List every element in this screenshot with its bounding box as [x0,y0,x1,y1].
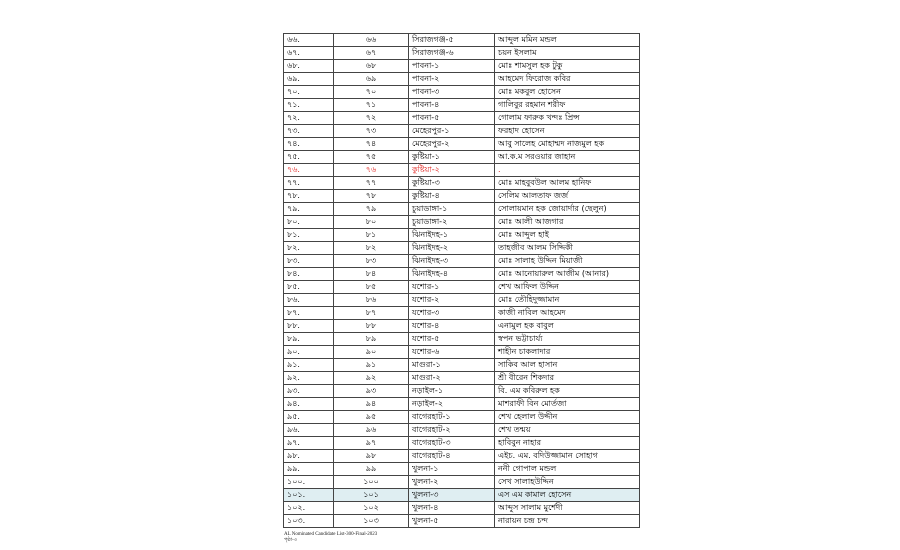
serial-cell: ৮২. [284,242,334,255]
constituency-cell: বাগেরহাট-১ [409,411,495,424]
seat-number-cell: ১০১ [334,489,409,502]
page-footer [284,532,377,544]
serial-cell: ৬৬. [284,34,334,47]
table-row [284,515,640,528]
seat-number-cell: ১০২ [334,502,409,515]
table-row [284,502,640,515]
candidate-name-cell: মাশরাফী বিন মোর্তজা [495,398,640,411]
candidate-name-cell: সোলায়মান হক জোয়ার্দার (ছেলুন) [495,203,640,216]
serial-cell: ৮৭. [284,307,334,320]
seat-number-cell: ১০৩ [334,515,409,528]
table-row [284,476,640,489]
table-row [284,463,640,476]
constituency-cell: ঝিনাইদহ-২ [409,242,495,255]
table-row [284,294,640,307]
seat-number-cell: ৯২ [334,372,409,385]
candidate-name-cell: সেখ সালাহউদ্দিন [495,476,640,489]
table-row [284,112,640,125]
constituency-cell: খুলনা-২ [409,476,495,489]
seat-number-cell: ৯১ [334,359,409,372]
constituency-cell: মেহেরপুর-২ [409,138,495,151]
seat-number-cell: ৭৩ [334,125,409,138]
seat-number-cell: ৮৮ [334,320,409,333]
candidate-name-cell: এস এম কামাল হোসেন [495,489,640,502]
candidate-name-cell: শ্রী বীরেন শিকদার [495,372,640,385]
table-row [284,125,640,138]
serial-cell: ৮৮. [284,320,334,333]
seat-number-cell: ৬৭ [334,47,409,60]
serial-cell: ৮০. [284,216,334,229]
candidate-name-cell: চয়ন ইসলাম [495,47,640,60]
candidate-name-cell: কাজী নাবিল আহমেদ [495,307,640,320]
constituency-cell: যশোর-২ [409,294,495,307]
constituency-cell: খুলনা-৩ [409,489,495,502]
table-body [284,34,640,528]
candidate-name-cell: হাবিবুন নাহার [495,437,640,450]
serial-cell: ৮৩. [284,255,334,268]
candidate-name-cell: স্বপন ভট্টাচার্য্য [495,333,640,346]
seat-number-cell: ৮৯ [334,333,409,346]
table-row [284,177,640,190]
serial-cell: ১০৩. [284,515,334,528]
constituency-cell: কুষ্টিয়া-২ [409,164,495,177]
seat-number-cell: ৯৪ [334,398,409,411]
candidate-name-cell: শাহীন চাকলাদার [495,346,640,359]
serial-cell: ৭২. [284,112,334,125]
seat-number-cell: ৮৭ [334,307,409,320]
seat-number-cell: ৭৫ [334,151,409,164]
table-row [284,268,640,281]
candidate-name-cell: এইচ. এম. বদিউজ্জামান সোহাগ [495,450,640,463]
serial-cell: ৮৪. [284,268,334,281]
constituency-cell: ঝিনাইদহ-৪ [409,268,495,281]
seat-number-cell: ৮২ [334,242,409,255]
serial-cell: ৯৬. [284,424,334,437]
serial-cell: ৭৪. [284,138,334,151]
candidate-name-cell: নারায়ন চন্দ্র চন্দ [495,515,640,528]
seat-number-cell: ৭৯ [334,203,409,216]
table-row [284,60,640,73]
serial-cell: ১০০. [284,476,334,489]
serial-cell: ৭০. [284,86,334,99]
candidate-name-cell: আহমেদ ফিরোজ কবির [495,73,640,86]
table-row [284,99,640,112]
constituency-cell: বাগেরহাট-৩ [409,437,495,450]
candidate-name-cell: শেখ হেলাল উদ্দীন [495,411,640,424]
table-row [284,47,640,60]
serial-cell: ৭৮. [284,190,334,203]
seat-number-cell: ১০০ [334,476,409,489]
seat-number-cell: ৮১ [334,229,409,242]
table-row [284,450,640,463]
candidate-name-cell: এনামুল হক বাবুল [495,320,640,333]
constituency-cell: মাগুরা-২ [409,372,495,385]
constituency-cell: মেহেরপুর-১ [409,125,495,138]
candidate-name-cell: মোঃ তৌহিদুজ্জামান [495,294,640,307]
constituency-cell: খুলনা-৪ [409,502,495,515]
table-row [284,307,640,320]
constituency-cell: সিরাজগঞ্জ-৫ [409,34,495,47]
constituency-cell: পাবনা-১ [409,60,495,73]
serial-cell: ৯৭. [284,437,334,450]
table-row [284,346,640,359]
constituency-cell: কুষ্টিয়া-৩ [409,177,495,190]
seat-number-cell: ৬৬ [334,34,409,47]
constituency-cell: যশোর-১ [409,281,495,294]
candidate-name-cell: মোঃ মকবুল হোসেন [495,86,640,99]
serial-cell: ৭১. [284,99,334,112]
serial-cell: ৯৯. [284,463,334,476]
seat-number-cell: ৮৩ [334,255,409,268]
constituency-cell: নড়াইল-২ [409,398,495,411]
serial-cell: ৯৫. [284,411,334,424]
seat-number-cell: ৯৭ [334,437,409,450]
constituency-cell: কুষ্টিয়া-৪ [409,190,495,203]
constituency-cell: মাগুরা-১ [409,359,495,372]
seat-number-cell: ৭২ [334,112,409,125]
serial-cell: ৭৬. [284,164,334,177]
table-row [284,190,640,203]
seat-number-cell: ৮৬ [334,294,409,307]
table-row [284,281,640,294]
table-row [284,216,640,229]
serial-cell: ৭৩. [284,125,334,138]
candidate-name-cell: গালিবুর রহমান শরীফ [495,99,640,112]
serial-cell: ৮১. [284,229,334,242]
candidate-name-cell: শেখ আফিল উদ্দিন [495,281,640,294]
seat-number-cell: ৯৬ [334,424,409,437]
candidate-name-cell: মোঃ আলী আজগার [495,216,640,229]
constituency-cell: সিরাজগঞ্জ-৬ [409,47,495,60]
constituency-cell: চুয়াডাঙ্গা-২ [409,216,495,229]
constituency-cell: কুষ্টিয়া-১ [409,151,495,164]
footer-page-number: পৃষ্ঠা-৩ [284,538,298,543]
seat-number-cell: ৯০ [334,346,409,359]
table-row [284,359,640,372]
footer-file-label: AL Nominated Candidate List-300-Final-2023 [284,532,378,537]
candidate-name-cell: মোঃ মাহবুবউল আলম হানিফ [495,177,640,190]
candidate-name-cell: আব্দুস সালাম মুর্শেদী [495,502,640,515]
table-row [284,320,640,333]
table-row [284,255,640,268]
candidate-name-cell: মোঃ আনোয়ারুল আজীম (আনার) [495,268,640,281]
constituency-cell: যশোর-৩ [409,307,495,320]
table-row [284,385,640,398]
constituency-cell: পাবনা-৩ [409,86,495,99]
constituency-cell: ঝিনাইদহ-১ [409,229,495,242]
seat-number-cell: ৯৮ [334,450,409,463]
constituency-cell: ঝিনাইদহ-৩ [409,255,495,268]
table-row [284,34,640,47]
seat-number-cell: ৭১ [334,99,409,112]
serial-cell: ৭৫. [284,151,334,164]
seat-number-cell: ৮০ [334,216,409,229]
serial-cell: ৮৯. [284,333,334,346]
seat-number-cell: ৭৪ [334,138,409,151]
candidate-name-cell: আ.ক.ম সরওয়ার জাহান [495,151,640,164]
table-row [284,333,640,346]
constituency-cell: নড়াইল-১ [409,385,495,398]
candidate-name-cell: বি. এম কবিরুল হক [495,385,640,398]
candidate-name-cell: শেখ তন্ময় [495,424,640,437]
serial-cell: ৬৮. [284,60,334,73]
constituency-cell: চুয়াডাঙ্গা-১ [409,203,495,216]
serial-cell: ৬৭. [284,47,334,60]
candidate-name-cell: আব্দুল মমিন মন্ডল [495,34,640,47]
candidate-name-cell: . [495,164,640,177]
candidate-table [283,33,640,528]
seat-number-cell: ৯৩ [334,385,409,398]
seat-number-cell: ৬৮ [334,60,409,73]
table-row [284,411,640,424]
candidate-name-cell: মোঃ শামসুল হক টুকু [495,60,640,73]
serial-cell: ৯৪. [284,398,334,411]
table-row [284,73,640,86]
candidate-name-cell: সেলিম আলতাফ জর্জ [495,190,640,203]
seat-number-cell: ৭৮ [334,190,409,203]
serial-cell: ৯৮. [284,450,334,463]
seat-number-cell: ৭০ [334,86,409,99]
table-row [284,203,640,216]
table-row [284,424,640,437]
constituency-cell: যশোর-৪ [409,320,495,333]
serial-cell: ১০১. [284,489,334,502]
serial-cell: ১০২. [284,502,334,515]
serial-cell: ৯৩. [284,385,334,398]
constituency-cell: পাবনা-৫ [409,112,495,125]
seat-number-cell: ৯৯ [334,463,409,476]
candidate-name-cell: ননী গোপাল মন্ডল [495,463,640,476]
serial-cell: ৯০. [284,346,334,359]
candidate-name-cell: মোঃ সালাহ উদ্দিন মিয়াজী [495,255,640,268]
seat-number-cell: ৭৭ [334,177,409,190]
constituency-cell: খুলনা-১ [409,463,495,476]
seat-number-cell: ৭৬ [334,164,409,177]
constituency-cell: বাগেরহাট-২ [409,424,495,437]
table-row [284,372,640,385]
candidate-name-cell: ফরহাদ হোসেন [495,125,640,138]
constituency-cell: বাগেরহাট-৪ [409,450,495,463]
serial-cell: ৭৭. [284,177,334,190]
constituency-cell: যশোর-৬ [409,346,495,359]
constituency-cell: খুলনা-৫ [409,515,495,528]
table-row [284,437,640,450]
table-row [284,138,640,151]
seat-number-cell: ৮৫ [334,281,409,294]
serial-cell: ৭৯. [284,203,334,216]
constituency-cell: পাবনা-৪ [409,99,495,112]
serial-cell: ৯১. [284,359,334,372]
serial-cell: ৮৫. [284,281,334,294]
candidate-name-cell: আবু সালেহ মোহাম্মদ নাজমুল হক [495,138,640,151]
table-row [284,229,640,242]
serial-cell: ৯২. [284,372,334,385]
serial-cell: ৮৬. [284,294,334,307]
serial-cell: ৬৯. [284,73,334,86]
table-row [284,164,640,177]
table-row [284,86,640,99]
seat-number-cell: ৮৪ [334,268,409,281]
table-row [284,242,640,255]
table-row [284,398,640,411]
constituency-cell: যশোর-৫ [409,333,495,346]
seat-number-cell: ৯৫ [334,411,409,424]
seat-number-cell: ৬৯ [334,73,409,86]
table-row [284,151,640,164]
candidate-name-cell: গোলাম ফারুক খন্দঃ প্রিন্স [495,112,640,125]
table-row [284,489,640,502]
candidate-name-cell: মোঃ আব্দুল হাই [495,229,640,242]
candidate-name-cell: সাকিব আল হাসান [495,359,640,372]
constituency-cell: পাবনা-২ [409,73,495,86]
candidate-name-cell: তাহজীব আলম সিদ্দিকী [495,242,640,255]
